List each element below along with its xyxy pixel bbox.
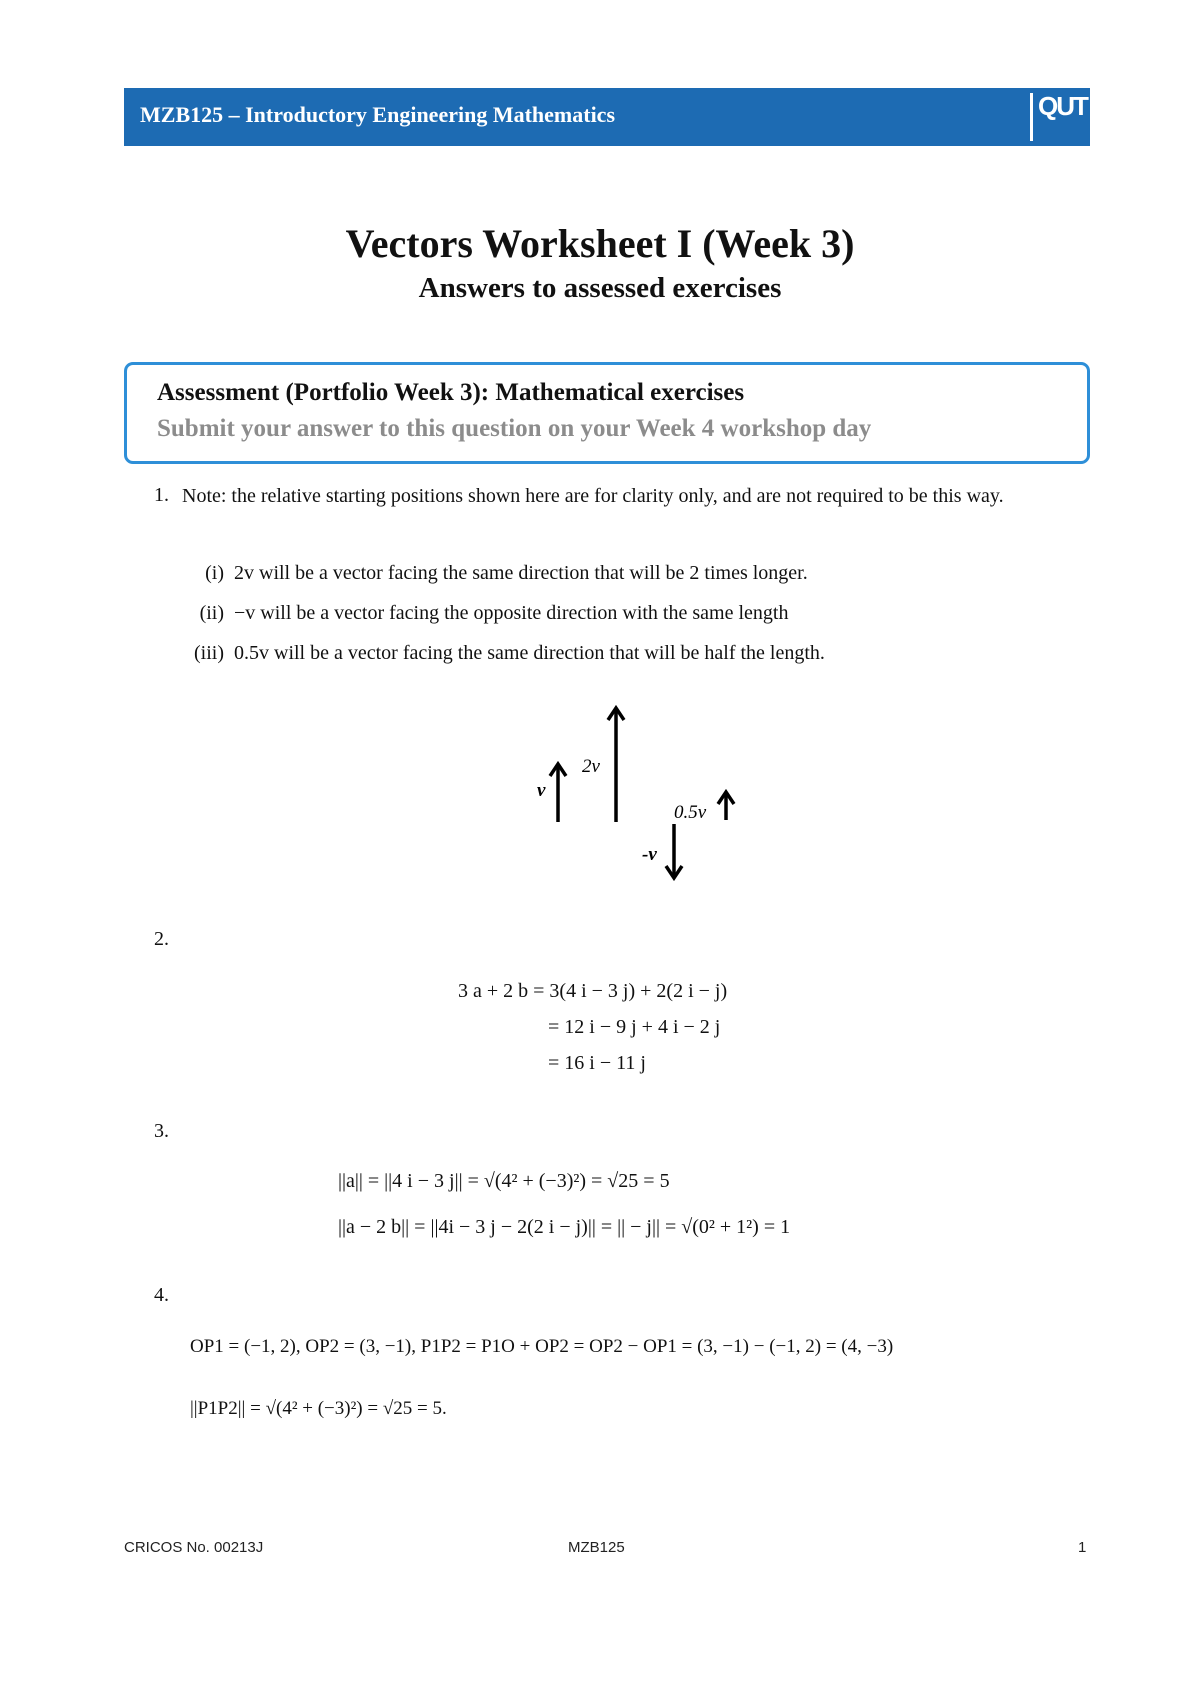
logo-divider: [1030, 93, 1033, 141]
q4-line-1: OP1 = (−1, 2), OP2 = (3, −1), P1P2 = P1O + OP2 = OP2 − OP1 = (3, −1) − (−1, 2) = (4, −3): [190, 1336, 894, 1357]
q1-item-text: −v will be a vector facing the opposite direction with the same length: [234, 602, 789, 624]
q4-number: 4.: [154, 1284, 169, 1306]
qut-logo: QUT: [1038, 91, 1087, 121]
q3-line-1: ||a|| = ||4 i − 3 j|| = √(4² + (−3)²) = √25 = 5: [338, 1170, 670, 1192]
q3-line-2: ||a − 2 b|| = ||4i − 3 j − 2(2 i − j)|| = || − j|| = √(0² + 1²) = 1: [338, 1216, 791, 1238]
q4-line-2: ||P1P2|| = √(4² + (−3)²) = √25 = 5.: [190, 1398, 447, 1419]
assessment-title: Assessment (Portfolio Week 3): Mathematical exercises: [157, 379, 745, 406]
vector-figure: [520, 700, 760, 890]
page-title: Vectors Worksheet I (Week 3): [345, 221, 855, 266]
q1-item-label: (i): [205, 562, 224, 584]
footer-course: MZB125: [568, 1539, 625, 1556]
q1-item-label: (iii): [194, 642, 224, 664]
q1-item-text: 0.5v will be a vector facing the same direction that will be half the length.: [234, 642, 825, 664]
footer-page-number: 1: [1078, 1539, 1087, 1556]
label-neg-v: -v: [642, 844, 657, 865]
q3-number: 3.: [154, 1120, 169, 1142]
q2-line-1: 3 a + 2 b = 3(4 i − 3 j) + 2(2 i − j): [458, 980, 728, 1002]
q1-item-text: 2v will be a vector facing the same direction that will be 2 times longer.: [234, 562, 808, 584]
label-v: v: [537, 780, 546, 801]
label-half-v: 0.5v: [674, 802, 707, 823]
label-2v: 2v: [582, 756, 600, 777]
q1-note: Note: the relative starting positions shown here are for clarity only, and are not required to be this way.: [182, 485, 1004, 507]
footer-cricos: CRICOS No. 00213J: [124, 1539, 264, 1556]
assessment-subtitle: Submit your answer to this question on your Week 4 workshop day: [157, 415, 872, 442]
header-bar: [124, 88, 1090, 146]
q1-item-label: (ii): [199, 602, 224, 624]
assessment-box: [124, 362, 1090, 464]
page-subtitle: Answers to assessed exercises: [418, 272, 782, 304]
q2-line-3: = 16 i − 11 j: [548, 1052, 646, 1074]
q1-number: 1.: [154, 484, 169, 506]
course-title: MZB125 – Introductory Engineering Mathematics: [140, 102, 616, 127]
q2-line-2: = 12 i − 9 j + 4 i − 2 j: [548, 1016, 721, 1038]
q2-number: 2.: [154, 928, 169, 950]
